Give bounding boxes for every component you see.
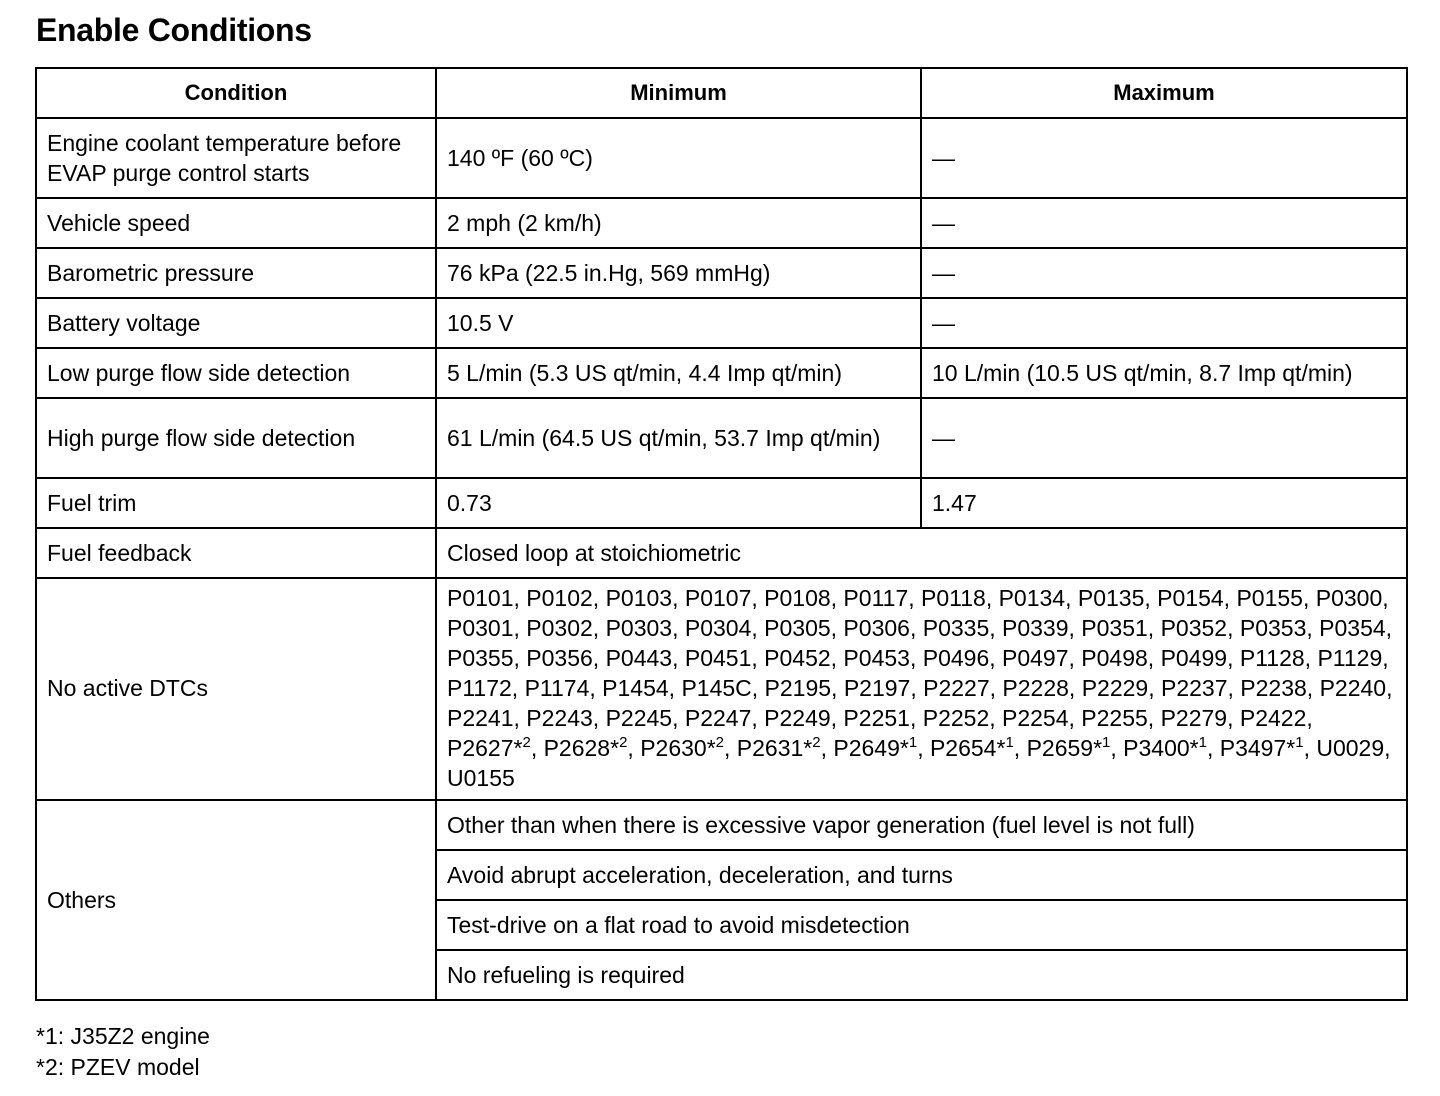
minimum-cell: 10.5 V — [436, 298, 921, 348]
condition-cell: Barometric pressure — [36, 248, 436, 298]
footnote-marker: 2 — [715, 734, 724, 751]
flagged-dtc-code: P2649*$^1$, — [833, 734, 924, 761]
condition-cell: Fuel feedback — [36, 528, 436, 578]
flagged-dtc-code: P3400*$^1$, — [1123, 734, 1214, 761]
condition-cell: No active DTCs — [36, 578, 436, 800]
maximum-cell: — — [921, 248, 1407, 298]
footnote-1: *1: J35Z2 engine — [36, 1023, 210, 1049]
maximum-cell: — — [921, 298, 1407, 348]
footnote-marker: 2 — [619, 734, 628, 751]
footnote-marker: 1 — [1198, 734, 1207, 751]
header-condition: Condition — [36, 68, 436, 118]
page-title: Enable Conditions — [36, 12, 312, 48]
flagged-dtc-code: P3497*$^1$, — [1219, 734, 1310, 761]
footnote-marker: 1 — [1005, 734, 1014, 751]
header-minimum: Minimum — [436, 68, 921, 118]
footnotes — [36, 1021, 210, 1083]
flagged-dtc-code: P2627*$^2$, — [447, 734, 538, 761]
table-row — [36, 578, 1407, 800]
flagged-dtc-code: P2654*$^1$, — [929, 734, 1021, 761]
table-row — [36, 348, 1407, 398]
flagged-dtc-code: P2628*$^2$, — [543, 734, 634, 761]
header-maximum: Maximum — [921, 68, 1407, 118]
enable-conditions-table — [35, 67, 1408, 1001]
minimum-cell: 61 L/min (64.5 US qt/min, 53.7 Imp qt/min) — [436, 398, 921, 478]
condition-cell: Others — [36, 800, 436, 1000]
maximum-cell: — — [921, 398, 1407, 478]
minimum-cell: 76 kPa (22.5 in.Hg, 569 mmHg) — [436, 248, 921, 298]
table-row — [36, 198, 1407, 248]
condition-cell: Vehicle speed — [36, 198, 436, 248]
maximum-cell: 10 L/min (10.5 US qt/min, 8.7 Imp qt/min) — [921, 348, 1407, 398]
condition-cell: Engine coolant temperature before EVAP purge control starts — [36, 118, 436, 198]
condition-cell: High purge flow side detection — [36, 398, 436, 478]
dtc-codes: P0101, P0102, P0103, P0107, P0108, P0117, P0118, P0134, P0135, P0154, P0155, P0300, P0301, P0302, P0303, P0304, P0305, P0306, P0335, P0339, P0351, P0352, P0353, P0354, P0355, P0356, P0443, P0451, P0452, P0453, P0496, P0497, P0498, P0499, P1128, P1129, P1172, P1174, P1454, P145C, P2195, P2197, P2227, P2228, P2229, P2237, P2238, P2240, P2241, P2243, P2245, P2247, P2249, P2251, P2252, P2254, P2255, P2279, P2422, — [447, 585, 1393, 731]
table-row — [36, 298, 1407, 348]
minimum-cell: 0.73 — [436, 478, 921, 528]
flagged-dtc-codes — [447, 735, 1310, 761]
footnote-2: *2: PZEV model — [36, 1054, 200, 1080]
maximum-cell: — — [921, 198, 1407, 248]
others-item: Test-drive on a flat road to avoid misdetection — [436, 900, 1407, 950]
dtc-list — [436, 578, 1407, 800]
minimum-cell: 2 mph (2 km/h) — [436, 198, 921, 248]
table-row — [36, 118, 1407, 198]
condition-cell: Low purge flow side detection — [36, 348, 436, 398]
footnote-marker: 2 — [812, 734, 821, 751]
dtc-trailing-codes: U0029, U0155 — [447, 735, 1391, 791]
minimum-cell: 140 ºF (60 ºC) — [436, 118, 921, 198]
fuel-feedback-value: Closed loop at stoichiometric — [436, 528, 1407, 578]
others-item: Other than when there is excessive vapor generation (fuel level is not full) — [436, 800, 1407, 850]
flagged-dtc-code: P2631*$^2$, — [736, 734, 827, 761]
flagged-dtc-code: P2659*$^1$, — [1026, 734, 1117, 761]
others-item: No refueling is required — [436, 950, 1407, 1000]
footnote-marker: 1 — [908, 734, 918, 751]
maximum-cell: — — [921, 118, 1407, 198]
condition-cell: Fuel trim — [36, 478, 436, 528]
footnote-marker: 1 — [1295, 734, 1304, 751]
table-row — [36, 800, 1407, 850]
footnote-marker: 1 — [1102, 734, 1111, 751]
table-row — [36, 248, 1407, 298]
others-item: Avoid abrupt acceleration, deceleration, and turns — [436, 850, 1407, 900]
maximum-cell: 1.47 — [921, 478, 1407, 528]
header-row — [36, 68, 1407, 118]
condition-cell: Battery voltage — [36, 298, 436, 348]
minimum-cell: 5 L/min (5.3 US qt/min, 4.4 Imp qt/min) — [436, 348, 921, 398]
footnote-marker: 2 — [522, 734, 531, 751]
table-row — [36, 478, 1407, 528]
table-row — [36, 528, 1407, 578]
table-row — [36, 398, 1407, 478]
flagged-dtc-code: P2630*$^2$, — [640, 734, 731, 761]
